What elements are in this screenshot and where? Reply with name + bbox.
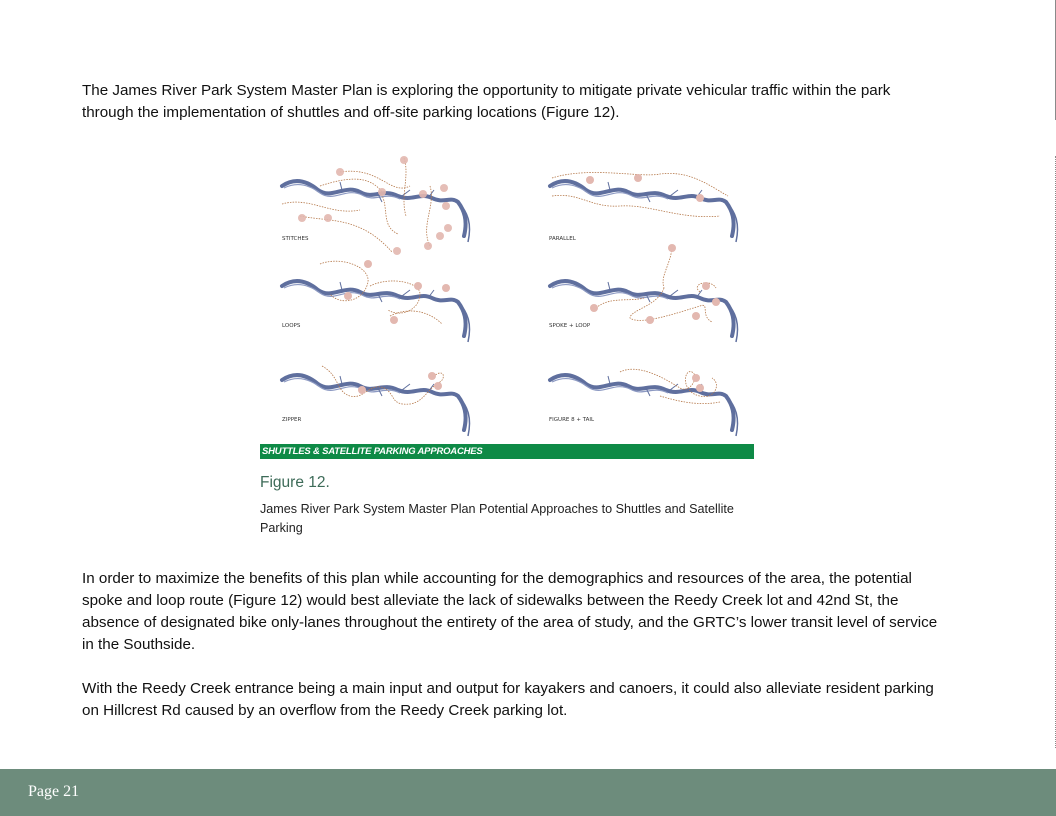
panel-parallel — [549, 173, 738, 242]
panel-figure8-tail — [549, 369, 738, 436]
panel-spoke-loop — [549, 244, 738, 342]
figure-banner: SHUTTLES & SATELLITE PARKING APPROACHES — [260, 444, 754, 459]
panel-label-parallel: PARALLEL — [549, 236, 576, 242]
panel-zipper — [282, 366, 470, 436]
panel-stitches — [282, 156, 470, 255]
panel-loops — [282, 260, 470, 342]
panel-label-zipper: ZIPPER — [282, 417, 302, 423]
figure-12 — [260, 156, 754, 460]
spoke-loop-paragraph: In order to maximize the benefits of this plan while accounting for the demographics and resources of the area, the potential spoke and loop route (Figure 12) would best alleviate the lack of sidewalks between the Reedy Creek lot and 42nd St, the absence of designated bike only-lanes throughout the entirety of the area of study, and the GRTC’s lower transit level of service in the Southside. — [82, 570, 938, 653]
intro-paragraph: The James River Park System Master Plan is exploring the opportunity to mitigate private vehicular traffic within the park through the implementation of shuttles and off-site parking locations (Figure 12). — [82, 82, 891, 121]
panel-label-figure8-tail: FIGURE 8 + TAIL — [549, 417, 595, 423]
reedy-creek-paragraph: With the Reedy Creek entrance being a main input and output for kayakers and canoers, it could also alleviate resident parking on Hillcrest Rd caused by an overflow from the Reedy Creek parking lot. — [82, 680, 934, 719]
shuttle-approaches-diagram — [260, 156, 754, 444]
panel-label-stitches: STITCHES — [282, 236, 309, 242]
figure-number: Figure 12. — [260, 474, 330, 491]
panel-label-loops: LOOPS — [282, 323, 301, 329]
page-footer — [0, 769, 1056, 816]
panel-label-spoke-loop: SPOKE + LOOP — [549, 323, 591, 329]
page-number: Page 21 — [28, 783, 80, 800]
figure-caption: James River Park System Master Plan Potential Approaches to Shuttles and Satellite Parking — [260, 502, 734, 535]
